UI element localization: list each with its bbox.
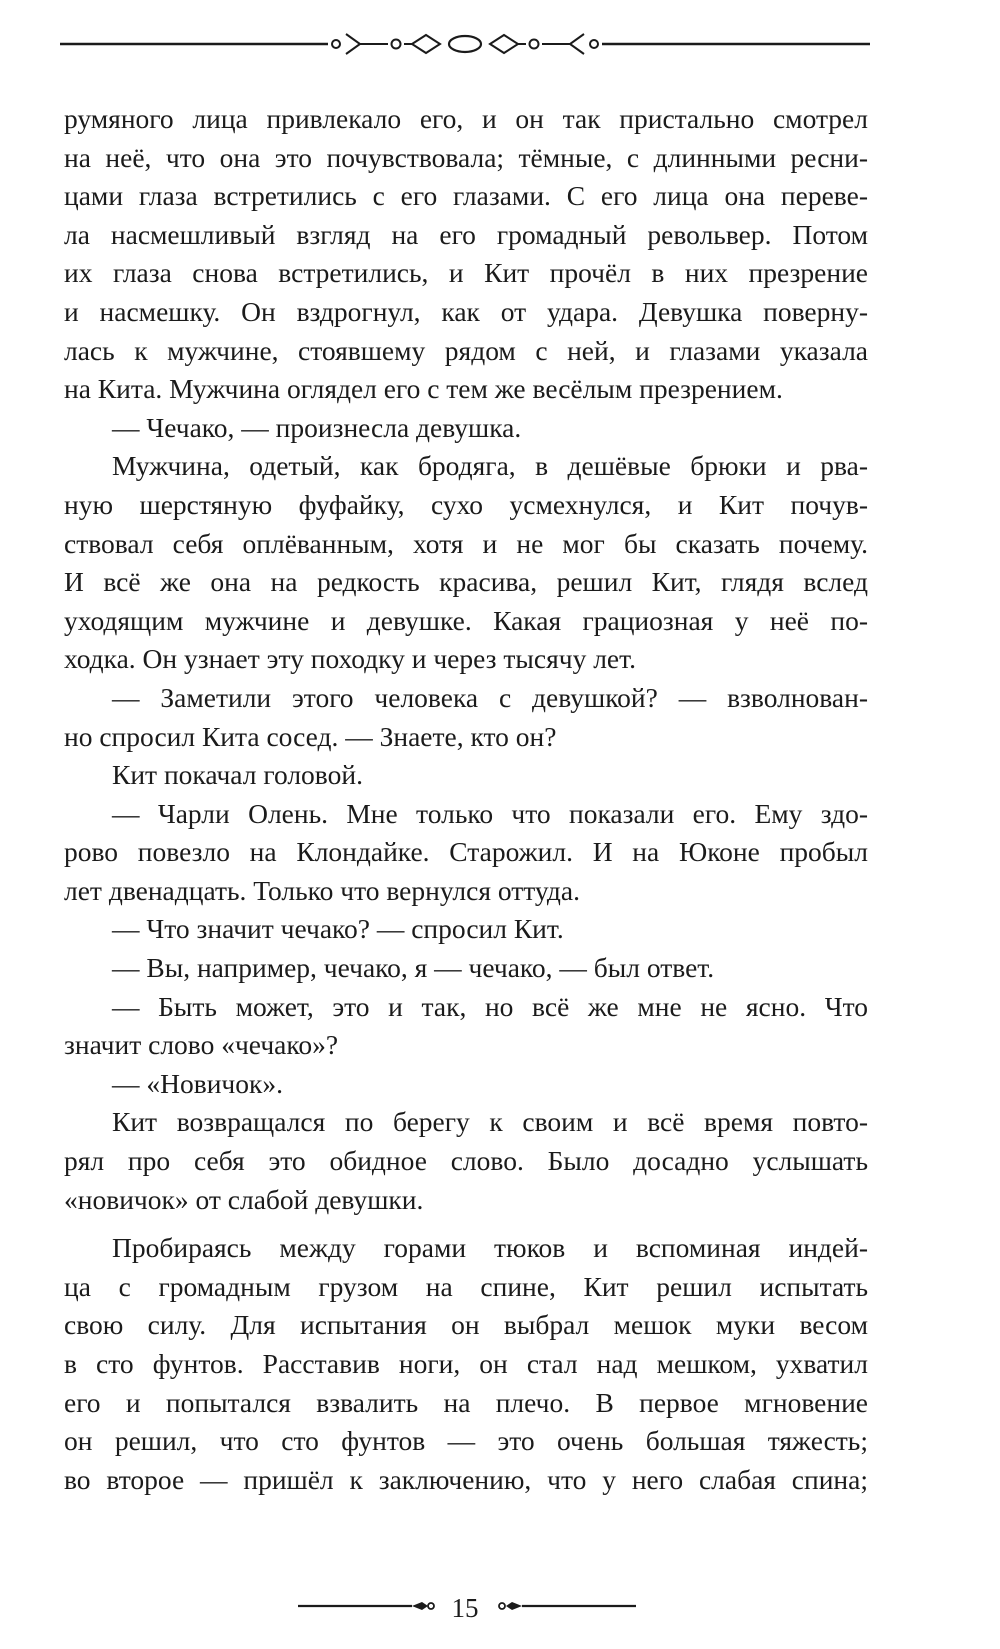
top-ornament bbox=[60, 28, 870, 60]
text-line: цами глаза встретились с его глазами. С его лица она переве- bbox=[64, 180, 868, 212]
text-line: ствовал себя оплёванным, хотя и не мог бы сказать почему. bbox=[64, 527, 868, 559]
text-line: рял про себя это обидное слово. Было досадно услышать bbox=[64, 1145, 868, 1177]
text-line: на Кита. Мужчина оглядел его с тем же весёлым презрением. bbox=[64, 373, 783, 405]
page-number: 15 bbox=[451, 1593, 479, 1623]
text-line: лет двенадцать. Только что вернулся оттуда. bbox=[64, 874, 581, 906]
text-line: — Вы, например, чечако, я — чечако, — был ответ. bbox=[112, 952, 715, 984]
paragraph-gap bbox=[64, 1219, 868, 1229]
text-line: их глаза снова встретились, и Кит прочёл в них презрение bbox=[64, 257, 868, 289]
text-line: уходящим мужчине и девушке. Какая грациозная у неё по- bbox=[64, 604, 868, 636]
text-line: — Быть может, это и так, но всё же мне не ясно. Что bbox=[112, 990, 868, 1022]
text-line: и насмешку. Он вздрогнул, как от удара. Девушка поверну- bbox=[64, 295, 868, 327]
body-text bbox=[64, 100, 868, 1499]
text-line: Пробираясь между горами тюков и вспоминая индей- bbox=[112, 1232, 868, 1264]
text-line: Кит покачал головой. bbox=[112, 759, 363, 791]
text-line: его и попытался взвалить на плечо. В первое мгновение bbox=[64, 1386, 868, 1418]
text-line: ходка. Он узнает эту походку и через тысячу лет. bbox=[64, 643, 636, 675]
text-line: — Заметили этого человека с девушкой? — взволнован- bbox=[112, 681, 868, 713]
text-line: ную шерстяную фуфайку, сухо усмехнулся, и Кит почув- bbox=[64, 488, 868, 520]
text-line: румяного лица привлекало его, и он так пристально смотрел bbox=[64, 103, 868, 134]
text-line: — Что значит чечако? — спросил Кит. bbox=[112, 913, 564, 945]
text-line: но спросил Кита сосед. — Знаете, кто он? bbox=[64, 720, 557, 752]
text-line: свою силу. Для испытания он выбрал мешок муки весом bbox=[64, 1309, 868, 1341]
text-line: во второе — пришёл к заключению, что у него слабая спина; bbox=[64, 1463, 868, 1495]
text-line: — Чечако, — произнесла девушка. bbox=[112, 411, 522, 443]
text-line: на неё, что она это почувствовала; тёмные, с длинными ресни- bbox=[64, 141, 868, 173]
text-line: в сто фунтов. Расставив ноги, он стал над мешком, ухватил bbox=[64, 1348, 868, 1379]
text-line: Мужчина, одетый, как бродяга, в дешёвые брюки и рва- bbox=[112, 450, 868, 482]
text-line: — Чарли Олень. Мне только что показали его. Ему здо- bbox=[112, 797, 868, 829]
text-line: И всё же она на редкость красива, решил Кит, глядя вслед bbox=[64, 566, 868, 598]
text-line: — «Новичок». bbox=[112, 1067, 284, 1099]
text-line: лась к мужчине, стоявшему рядом с ней, и глазами указала bbox=[64, 334, 868, 366]
text-line: Кит возвращался по берегу к своим и всё время повто- bbox=[112, 1106, 868, 1138]
page-footer bbox=[290, 1588, 640, 1628]
text-line: он решил, что сто фунтов — это очень большая тяжесть; bbox=[64, 1425, 868, 1457]
text-line: «новичок» от слабой девушки. bbox=[64, 1183, 424, 1215]
text-line: ца с громадным грузом на спине, Кит решил испытать bbox=[64, 1270, 868, 1302]
text-line: значит слово «чечако»? bbox=[64, 1029, 339, 1061]
text-line: ла насмешливый взгляд на его громадный револьвер. Потом bbox=[64, 218, 868, 250]
text-line: рово повезло на Клондайке. Старожил. И на Юконе пробыл bbox=[64, 836, 868, 868]
